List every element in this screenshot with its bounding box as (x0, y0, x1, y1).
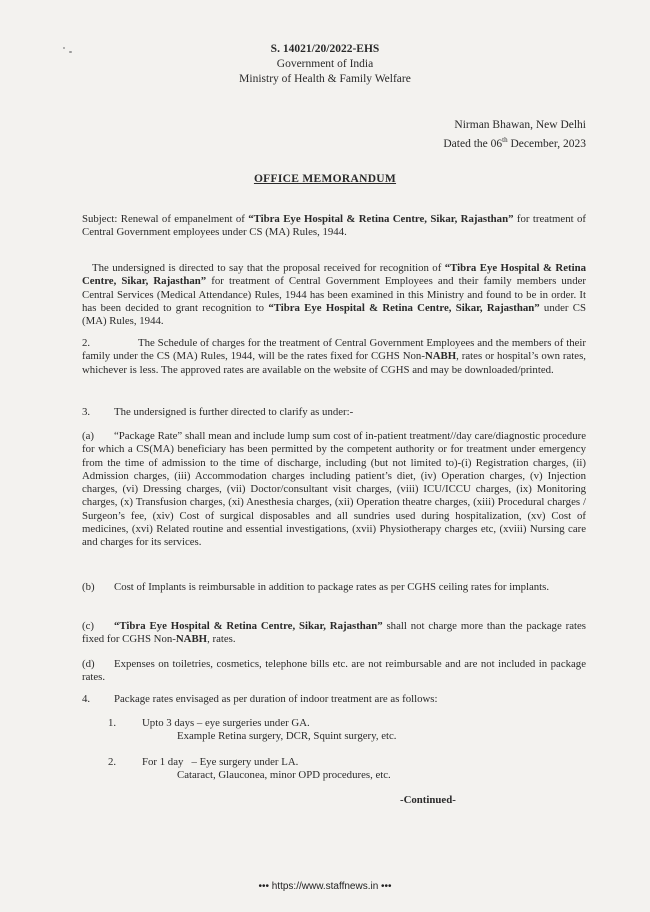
para1-text-c: for treatment of Central Government Employees and their family members under Central Services (Medical Attendance) Rules, 1944 has been examined in this Ministry and found to be in order. It has been decided to grant recognition to (82, 275, 586, 314)
clause-c (82, 620, 586, 647)
clause-c-text-a: shall not charge more than the package rates fixed for CGHS Non- (82, 620, 586, 646)
para4-text: Package rates envisaged as per duration of indoor treatment are as follows: (114, 693, 438, 705)
date-superscript: th (502, 136, 508, 144)
para3-number: 3. (82, 406, 91, 418)
government-line: Government of India (276, 58, 374, 70)
list-item-line-1: For 1 day – Eye surgery under LA. (142, 756, 299, 768)
place-date-block (300, 118, 586, 152)
subject-prefix: Subject: Renewal of empanelment of (82, 213, 249, 225)
clause-c-nabh: NABH (175, 633, 208, 646)
clause-c-text-c: , rates. (207, 633, 236, 646)
para3-text: The undersigned is further directed to clarify as under:- (114, 406, 354, 418)
clause-d-label: (d) (82, 658, 95, 670)
list-item-line-1: Upto 3 days – eye surgeries under GA. (142, 717, 310, 729)
para2-text-c: , rates or hospital’s own rates, whichever is less. The approved rates are available on the website of CGHS and may be downloaded/printed. (82, 350, 586, 376)
list-item-number: 2. (108, 756, 117, 768)
page-title: OFFICE MEMORANDUM (253, 173, 397, 185)
footer-link[interactable]: ••• https://www.staffnews.in ••• (258, 881, 392, 892)
paragraph-3 (82, 406, 586, 419)
subject-hospital: “Tibra Eye Hospital & Retina Centre, Sikar, Rajasthan” (248, 213, 514, 225)
clause-c-hospital: “Tibra Eye Hospital & Retina Centre, Sikar, Rajasthan” (114, 620, 383, 632)
list-item-line-2: Cataract, Glauconea, minor OPD procedures, etc. (177, 769, 391, 782)
clause-d-text: Expenses on toiletries, cosmetics, telephone bills etc. are not reimbursable and are not included in package rates. (82, 658, 586, 684)
para1-hospital-a: “Tibra Eye Hospital & Retina Centre, Sikar, Rajasthan” (82, 262, 586, 288)
para1-hospital-b: “Tibra Eye Hospital & Retina Centre, Sikar, Rajasthan” (268, 301, 540, 314)
clause-b (82, 581, 586, 594)
para4-number: 4. (82, 693, 91, 705)
list-item-number: 1. (108, 717, 117, 729)
para2-number: 2. (82, 337, 91, 349)
file-number: S. 14021/20/2022-EHS (270, 43, 380, 55)
date-suffix: December, 2023 (507, 137, 586, 150)
subject (82, 213, 586, 240)
list-item (108, 756, 578, 783)
date-prefix: Dated the 06 (443, 137, 503, 150)
clause-d (82, 658, 586, 685)
clause-a (82, 430, 586, 550)
para2-nabh: NABH (424, 350, 457, 363)
place: Nirman Bhawan, New Delhi (454, 119, 586, 131)
clause-a-label: (a) (82, 430, 94, 442)
para2-text-a: The Schedule of charges for the treatment of Central Government Employees and the members of their family under the CS (MA) Rules, 1944, will be the rates fixed for CGHS Non- (82, 337, 586, 363)
continued-note: -Continued- (400, 794, 456, 806)
para1-text-e: under CS (MA) Rules, 1944. (82, 301, 586, 328)
paragraph-1 (82, 262, 586, 328)
para1-text-a: The undersigned is directed to say that the proposal received for recognition of (92, 262, 445, 274)
subject-suffix: for treatment of Central Government employees under CS (MA) Rules, 1944. (82, 213, 586, 239)
paragraph-2 (82, 337, 586, 377)
list-item-line-2: Example Retina surgery, DCR, Squint surgery, etc. (177, 730, 397, 743)
paragraph-4 (82, 693, 586, 706)
list-item (108, 717, 578, 744)
date-line (300, 133, 586, 152)
clause-b-text: Cost of Implants is reimbursable in addition to package rates as per CGHS ceiling rates for implants. (114, 581, 550, 593)
ministry-line: Ministry of Health & Family Welfare (239, 73, 411, 85)
clause-c-label: (c) (82, 620, 94, 632)
clause-b-label: (b) (82, 581, 95, 593)
letterhead (0, 42, 650, 87)
clause-a-text: “Package Rate” shall mean and include lump sum cost of in-patient treatment//day care/diagnostic procedure for which a CS(MA) beneficiary has been permitted by the competent authority or for treatment under emergency from the time of admission to the time of discharge, including (but not limited to)-(i) Registration charges, (ii) Admission charges, (iii) Accommodation charges including patient’s diet, (iv) Operation charges, (v) Injection charges, (vi) Dressing charges, (vii) Doctor/consultant visit charges, (viii) ICU/ICCU charges, (ix) Monitoring charges, (x) Transfusion charges, (xi) Anesthesia charges, (xii) Operation theatre charges, (xiii) Procedural charges / Surgeon’s fee, (xiv) Cost of surgical disposables and all sundries used during hospitalization, (xv) Cost of medicines, (xvi) Related routine and essential investigations, (xvii) Physiotherapy charges etc, (xviii) Nursing care and charges for its services. (82, 430, 586, 549)
